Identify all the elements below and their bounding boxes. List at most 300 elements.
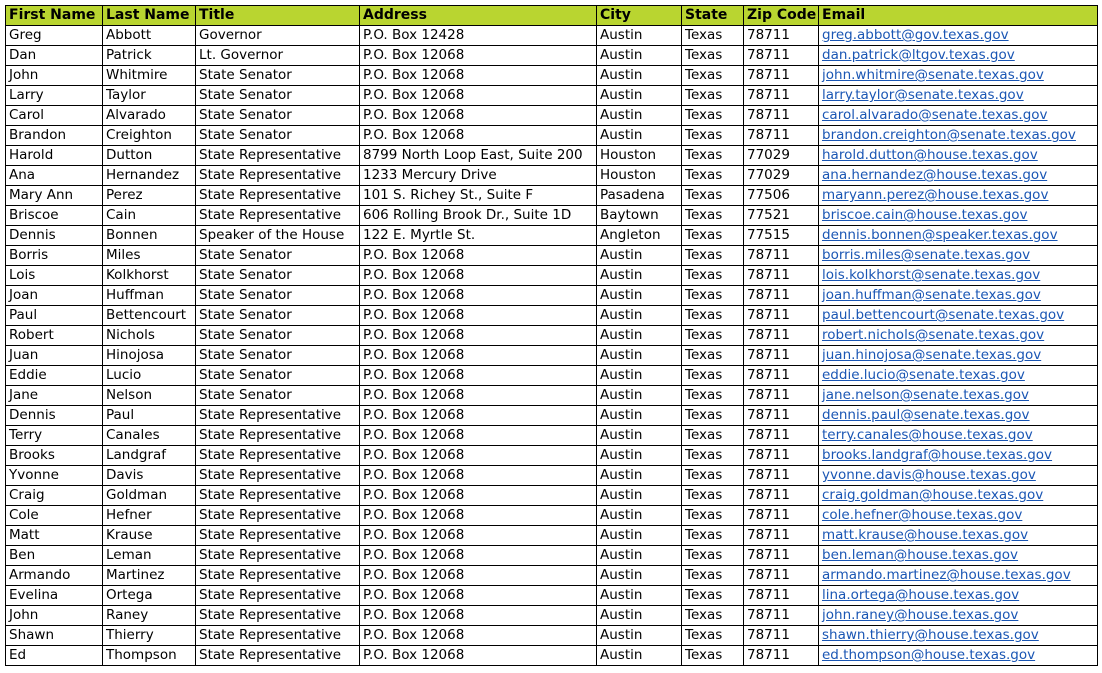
title-cell: State Representative: [196, 606, 360, 626]
zip-code-cell: 78711: [744, 566, 819, 586]
email-link[interactable]: armando.martinez@house.texas.gov: [822, 567, 1071, 583]
email-cell: [819, 206, 1098, 226]
zip-code-cell: 77521: [744, 206, 819, 226]
email-cell: [819, 66, 1098, 86]
last-name-cell: Hernandez: [103, 166, 196, 186]
city-cell: Austin: [597, 646, 682, 666]
state-cell: Texas: [682, 326, 744, 346]
zip-code-cell: 78711: [744, 586, 819, 606]
last-name-cell: Lucio: [103, 366, 196, 386]
email-link[interactable]: craig.goldman@house.texas.gov: [822, 487, 1044, 503]
email-link[interactable]: john.raney@house.texas.gov: [822, 607, 1019, 623]
last-name-cell: Leman: [103, 546, 196, 566]
title-cell: State Senator: [196, 346, 360, 366]
city-cell: Austin: [597, 306, 682, 326]
email-cell: [819, 186, 1098, 206]
first-name-cell: Ed: [6, 646, 103, 666]
first-name-cell: Ana: [6, 166, 103, 186]
first-name-cell: Dennis: [6, 406, 103, 426]
first-name-cell: Matt: [6, 526, 103, 546]
last-name-cell: Hefner: [103, 506, 196, 526]
state-cell: Texas: [682, 286, 744, 306]
first-name-cell: John: [6, 66, 103, 86]
email-cell: [819, 566, 1098, 586]
email-cell: [819, 446, 1098, 466]
state-cell: Texas: [682, 646, 744, 666]
column-header-city: City: [597, 6, 682, 26]
title-cell: State Representative: [196, 566, 360, 586]
zip-code-cell: 78711: [744, 266, 819, 286]
zip-code-cell: 78711: [744, 646, 819, 666]
email-link[interactable]: greg.abbott@gov.texas.gov: [822, 27, 1009, 43]
state-cell: Texas: [682, 526, 744, 546]
column-header-title: Title: [196, 6, 360, 26]
title-cell: State Senator: [196, 366, 360, 386]
address-cell: P.O. Box 12068: [360, 106, 597, 126]
first-name-cell: Juan: [6, 346, 103, 366]
last-name-cell: Cain: [103, 206, 196, 226]
title-cell: State Representative: [196, 406, 360, 426]
address-cell: P.O. Box 12068: [360, 346, 597, 366]
email-cell: [819, 126, 1098, 146]
email-cell: [819, 26, 1098, 46]
title-cell: State Representative: [196, 206, 360, 226]
table-row: [6, 546, 1098, 566]
zip-code-cell: 78711: [744, 86, 819, 106]
first-name-cell: Harold: [6, 146, 103, 166]
zip-code-cell: 78711: [744, 126, 819, 146]
first-name-cell: Dan: [6, 46, 103, 66]
first-name-cell: Brandon: [6, 126, 103, 146]
email-cell: [819, 86, 1098, 106]
last-name-cell: Martinez: [103, 566, 196, 586]
last-name-cell: Canales: [103, 426, 196, 446]
email-cell: [819, 306, 1098, 326]
email-link[interactable]: lina.ortega@house.texas.gov: [822, 587, 1020, 603]
email-cell: [819, 486, 1098, 506]
address-cell: P.O. Box 12068: [360, 86, 597, 106]
address-cell: P.O. Box 12068: [360, 66, 597, 86]
title-cell: State Representative: [196, 546, 360, 566]
state-cell: Texas: [682, 586, 744, 606]
email-cell: [819, 166, 1098, 186]
email-link[interactable]: dan.patrick@ltgov.texas.gov: [822, 47, 1015, 63]
table-row: [6, 506, 1098, 526]
address-cell: P.O. Box 12068: [360, 406, 597, 426]
last-name-cell: Kolkhorst: [103, 266, 196, 286]
address-cell: P.O. Box 12068: [360, 386, 597, 406]
zip-code-cell: 78711: [744, 26, 819, 46]
last-name-cell: Raney: [103, 606, 196, 626]
table-row: [6, 66, 1098, 86]
email-cell: [819, 506, 1098, 526]
city-cell: Austin: [597, 66, 682, 86]
address-cell: P.O. Box 12068: [360, 586, 597, 606]
title-cell: State Senator: [196, 286, 360, 306]
city-cell: Baytown: [597, 206, 682, 226]
first-name-cell: Yvonne: [6, 466, 103, 486]
first-name-cell: Terry: [6, 426, 103, 446]
email-link[interactable]: dennis.bonnen@speaker.texas.gov: [822, 227, 1058, 243]
zip-code-cell: 78711: [744, 246, 819, 266]
address-cell: P.O. Box 12068: [360, 526, 597, 546]
state-cell: Texas: [682, 46, 744, 66]
last-name-cell: Whitmire: [103, 66, 196, 86]
first-name-cell: Evelina: [6, 586, 103, 606]
table-row: [6, 446, 1098, 466]
table-row: [6, 26, 1098, 46]
city-cell: Austin: [597, 546, 682, 566]
email-cell: [819, 646, 1098, 666]
city-cell: Austin: [597, 26, 682, 46]
email-link[interactable]: paul.bettencourt@senate.texas.gov: [822, 307, 1065, 323]
title-cell: State Representative: [196, 466, 360, 486]
zip-code-cell: 78711: [744, 406, 819, 426]
state-cell: Texas: [682, 606, 744, 626]
state-cell: Texas: [682, 466, 744, 486]
last-name-cell: Ortega: [103, 586, 196, 606]
address-cell: 101 S. Richey St., Suite F: [360, 186, 597, 206]
email-link[interactable]: larry.taylor@senate.texas.gov: [822, 87, 1024, 103]
email-cell: [819, 106, 1098, 126]
email-cell: [819, 606, 1098, 626]
table-row: [6, 646, 1098, 666]
address-cell: P.O. Box 12068: [360, 546, 597, 566]
state-cell: Texas: [682, 446, 744, 466]
state-cell: Texas: [682, 306, 744, 326]
title-cell: State Senator: [196, 106, 360, 126]
city-cell: Austin: [597, 86, 682, 106]
email-cell: [819, 526, 1098, 546]
zip-code-cell: 77029: [744, 166, 819, 186]
first-name-cell: Eddie: [6, 366, 103, 386]
title-cell: State Representative: [196, 166, 360, 186]
zip-code-cell: 78711: [744, 426, 819, 446]
table-row: [6, 586, 1098, 606]
address-cell: P.O. Box 12068: [360, 246, 597, 266]
zip-code-cell: 78711: [744, 306, 819, 326]
zip-code-cell: 77506: [744, 186, 819, 206]
last-name-cell: Goldman: [103, 486, 196, 506]
email-link[interactable]: briscoe.cain@house.texas.gov: [822, 207, 1028, 223]
state-cell: Texas: [682, 386, 744, 406]
last-name-cell: Nichols: [103, 326, 196, 346]
address-cell: P.O. Box 12068: [360, 466, 597, 486]
state-cell: Texas: [682, 146, 744, 166]
first-name-cell: Joan: [6, 286, 103, 306]
first-name-cell: Greg: [6, 26, 103, 46]
table-row: [6, 126, 1098, 146]
address-cell: P.O. Box 12068: [360, 446, 597, 466]
state-cell: Texas: [682, 406, 744, 426]
city-cell: Austin: [597, 446, 682, 466]
table-row: [6, 526, 1098, 546]
first-name-cell: Armando: [6, 566, 103, 586]
first-name-cell: Brooks: [6, 446, 103, 466]
title-cell: State Senator: [196, 246, 360, 266]
last-name-cell: Bonnen: [103, 226, 196, 246]
title-cell: State Representative: [196, 626, 360, 646]
state-cell: Texas: [682, 166, 744, 186]
first-name-cell: Ben: [6, 546, 103, 566]
first-name-cell: Lois: [6, 266, 103, 286]
city-cell: Austin: [597, 426, 682, 446]
state-cell: Texas: [682, 546, 744, 566]
address-cell: P.O. Box 12068: [360, 486, 597, 506]
state-cell: Texas: [682, 266, 744, 286]
email-link[interactable]: cole.hefner@house.texas.gov: [822, 507, 1023, 523]
table-row: [6, 206, 1098, 226]
city-cell: Austin: [597, 46, 682, 66]
first-name-cell: Dennis: [6, 226, 103, 246]
city-cell: Austin: [597, 106, 682, 126]
email-cell: [819, 326, 1098, 346]
column-header-state: State: [682, 6, 744, 26]
last-name-cell: Abbott: [103, 26, 196, 46]
city-cell: Houston: [597, 166, 682, 186]
city-cell: Austin: [597, 286, 682, 306]
last-name-cell: Creighton: [103, 126, 196, 146]
last-name-cell: Thompson: [103, 646, 196, 666]
column-header-zip-code: Zip Code: [744, 6, 819, 26]
title-cell: State Representative: [196, 146, 360, 166]
title-cell: Lt. Governor: [196, 46, 360, 66]
column-header-first-name: First Name: [6, 6, 103, 26]
email-link[interactable]: ed.thompson@house.texas.gov: [822, 647, 1036, 663]
city-cell: Austin: [597, 346, 682, 366]
email-cell: [819, 146, 1098, 166]
first-name-cell: Cole: [6, 506, 103, 526]
title-cell: State Representative: [196, 646, 360, 666]
address-cell: 606 Rolling Brook Dr., Suite 1D: [360, 206, 597, 226]
email-link[interactable]: shawn.thierry@house.texas.gov: [822, 627, 1039, 643]
first-name-cell: Robert: [6, 326, 103, 346]
table-row: [6, 266, 1098, 286]
email-cell: [819, 346, 1098, 366]
zip-code-cell: 78711: [744, 626, 819, 646]
email-link[interactable]: dennis.paul@senate.texas.gov: [822, 407, 1030, 423]
address-cell: 8799 North Loop East, Suite 200: [360, 146, 597, 166]
title-cell: State Representative: [196, 506, 360, 526]
zip-code-cell: 78711: [744, 66, 819, 86]
city-cell: Austin: [597, 506, 682, 526]
email-cell: [819, 46, 1098, 66]
first-name-cell: Mary Ann: [6, 186, 103, 206]
city-cell: Austin: [597, 246, 682, 266]
last-name-cell: Thierry: [103, 626, 196, 646]
title-cell: State Senator: [196, 86, 360, 106]
zip-code-cell: 78711: [744, 466, 819, 486]
state-cell: Texas: [682, 246, 744, 266]
zip-code-cell: 78711: [744, 366, 819, 386]
zip-code-cell: 78711: [744, 46, 819, 66]
contacts-table: [5, 5, 1098, 666]
city-cell: Austin: [597, 326, 682, 346]
title-cell: State Senator: [196, 266, 360, 286]
city-cell: Austin: [597, 466, 682, 486]
city-cell: Austin: [597, 406, 682, 426]
address-cell: P.O. Box 12428: [360, 26, 597, 46]
email-link[interactable]: joan.huffman@senate.texas.gov: [822, 287, 1041, 303]
state-cell: Texas: [682, 566, 744, 586]
address-cell: P.O. Box 12068: [360, 426, 597, 446]
state-cell: Texas: [682, 206, 744, 226]
column-header-email: Email: [819, 6, 1098, 26]
zip-code-cell: 78711: [744, 446, 819, 466]
address-cell: P.O. Box 12068: [360, 646, 597, 666]
table-row: [6, 286, 1098, 306]
email-cell: [819, 246, 1098, 266]
first-name-cell: John: [6, 606, 103, 626]
zip-code-cell: 78711: [744, 526, 819, 546]
table-row: [6, 626, 1098, 646]
address-cell: P.O. Box 12068: [360, 566, 597, 586]
email-link[interactable]: john.whitmire@senate.texas.gov: [822, 67, 1044, 83]
title-cell: State Representative: [196, 486, 360, 506]
email-link[interactable]: yvonne.davis@house.texas.gov: [822, 467, 1036, 483]
first-name-cell: Craig: [6, 486, 103, 506]
last-name-cell: Taylor: [103, 86, 196, 106]
table-row: [6, 566, 1098, 586]
city-cell: Austin: [597, 386, 682, 406]
city-cell: Pasadena: [597, 186, 682, 206]
table-row: [6, 606, 1098, 626]
email-cell: [819, 546, 1098, 566]
email-link[interactable]: eddie.lucio@senate.texas.gov: [822, 367, 1025, 383]
email-link[interactable]: brandon.creighton@senate.texas.gov: [822, 127, 1076, 143]
last-name-cell: Miles: [103, 246, 196, 266]
title-cell: State Senator: [196, 126, 360, 146]
email-link[interactable]: juan.hinojosa@senate.texas.gov: [822, 347, 1042, 363]
state-cell: Texas: [682, 126, 744, 146]
title-cell: State Representative: [196, 186, 360, 206]
city-cell: Angleton: [597, 226, 682, 246]
email-link[interactable]: terry.canales@house.texas.gov: [822, 427, 1033, 443]
table-row: [6, 106, 1098, 126]
address-cell: P.O. Box 12068: [360, 506, 597, 526]
address-cell: P.O. Box 12068: [360, 626, 597, 646]
email-cell: [819, 226, 1098, 246]
email-link[interactable]: jane.nelson@senate.texas.gov: [822, 387, 1029, 403]
email-link[interactable]: ana.hernandez@house.texas.gov: [822, 167, 1048, 183]
last-name-cell: Bettencourt: [103, 306, 196, 326]
header-row: [6, 6, 1098, 26]
state-cell: Texas: [682, 346, 744, 366]
title-cell: State Representative: [196, 446, 360, 466]
state-cell: Texas: [682, 106, 744, 126]
address-cell: P.O. Box 12068: [360, 266, 597, 286]
email-cell: [819, 386, 1098, 406]
zip-code-cell: 78711: [744, 106, 819, 126]
city-cell: Houston: [597, 146, 682, 166]
state-cell: Texas: [682, 226, 744, 246]
zip-code-cell: 77515: [744, 226, 819, 246]
table-row: [6, 326, 1098, 346]
address-cell: P.O. Box 12068: [360, 46, 597, 66]
email-cell: [819, 286, 1098, 306]
table-row: [6, 306, 1098, 326]
zip-code-cell: 78711: [744, 326, 819, 346]
zip-code-cell: 77029: [744, 146, 819, 166]
column-header-address: Address: [360, 6, 597, 26]
table-row: [6, 366, 1098, 386]
table-row: [6, 186, 1098, 206]
state-cell: Texas: [682, 26, 744, 46]
table-row: [6, 86, 1098, 106]
zip-code-cell: 78711: [744, 546, 819, 566]
city-cell: Austin: [597, 526, 682, 546]
first-name-cell: Carol: [6, 106, 103, 126]
title-cell: Governor: [196, 26, 360, 46]
title-cell: State Representative: [196, 586, 360, 606]
email-link[interactable]: carol.alvarado@senate.texas.gov: [822, 107, 1048, 123]
table-row: [6, 426, 1098, 446]
city-cell: Austin: [597, 266, 682, 286]
last-name-cell: Landgraf: [103, 446, 196, 466]
state-cell: Texas: [682, 426, 744, 446]
title-cell: State Senator: [196, 66, 360, 86]
last-name-cell: Dutton: [103, 146, 196, 166]
email-link[interactable]: harold.dutton@house.texas.gov: [822, 147, 1038, 163]
table-row: [6, 466, 1098, 486]
last-name-cell: Alvarado: [103, 106, 196, 126]
email-link[interactable]: matt.krause@house.texas.gov: [822, 527, 1029, 543]
zip-code-cell: 78711: [744, 386, 819, 406]
address-cell: P.O. Box 12068: [360, 306, 597, 326]
table-body: [6, 26, 1098, 666]
address-cell: 122 E. Myrtle St.: [360, 226, 597, 246]
zip-code-cell: 78711: [744, 606, 819, 626]
email-link[interactable]: robert.nichols@senate.texas.gov: [822, 327, 1045, 343]
email-link[interactable]: brooks.landgraf@house.texas.gov: [822, 447, 1053, 463]
state-cell: Texas: [682, 486, 744, 506]
zip-code-cell: 78711: [744, 286, 819, 306]
table-row: [6, 166, 1098, 186]
email-link[interactable]: ben.leman@house.texas.gov: [822, 547, 1019, 563]
first-name-cell: Borris: [6, 246, 103, 266]
email-cell: [819, 266, 1098, 286]
address-cell: P.O. Box 12068: [360, 286, 597, 306]
email-cell: [819, 426, 1098, 446]
last-name-cell: Perez: [103, 186, 196, 206]
email-cell: [819, 586, 1098, 606]
city-cell: Austin: [597, 366, 682, 386]
email-cell: [819, 406, 1098, 426]
email-cell: [819, 626, 1098, 646]
state-cell: Texas: [682, 506, 744, 526]
city-cell: Austin: [597, 586, 682, 606]
table-row: [6, 46, 1098, 66]
last-name-cell: Nelson: [103, 386, 196, 406]
first-name-cell: Briscoe: [6, 206, 103, 226]
column-header-last-name: Last Name: [103, 6, 196, 26]
state-cell: Texas: [682, 66, 744, 86]
city-cell: Austin: [597, 566, 682, 586]
email-link[interactable]: maryann.perez@house.texas.gov: [822, 187, 1049, 203]
email-link[interactable]: borris.miles@senate.texas.gov: [822, 247, 1031, 263]
table-row: [6, 226, 1098, 246]
table-row: [6, 486, 1098, 506]
title-cell: State Senator: [196, 306, 360, 326]
table-row: [6, 246, 1098, 266]
address-cell: 1233 Mercury Drive: [360, 166, 597, 186]
address-cell: P.O. Box 12068: [360, 326, 597, 346]
title-cell: Speaker of the House: [196, 226, 360, 246]
address-cell: P.O. Box 12068: [360, 606, 597, 626]
first-name-cell: Shawn: [6, 626, 103, 646]
email-link[interactable]: lois.kolkhorst@senate.texas.gov: [822, 267, 1041, 283]
email-cell: [819, 466, 1098, 486]
